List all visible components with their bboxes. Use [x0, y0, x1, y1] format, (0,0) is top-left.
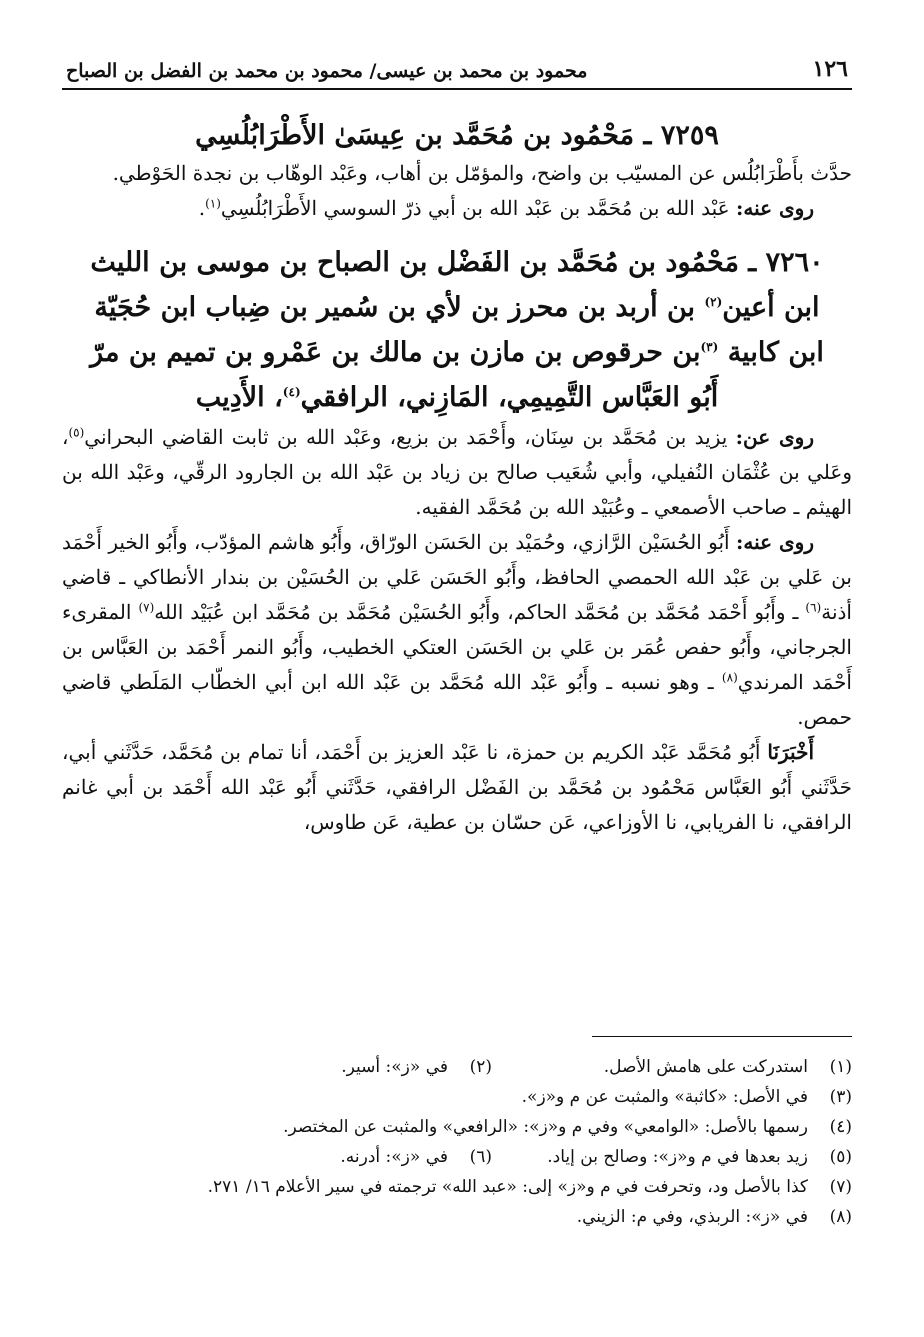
footnote-ref-2[interactable]: (٢) [704, 295, 723, 309]
entry-7259-narrators-from [62, 191, 852, 226]
heading-line-3-end: بن حرقوص بن مازن بن مالك بن عَمْرو بن تميم بن مرّ [90, 337, 701, 368]
narrated-from-text-a: يزيد بن مُحَمَّد بن سِنَان، وأَحْمَد بن بزيع، وعَبْد الله بن ثابت القاضي البحراني [84, 425, 728, 449]
heading-line-1: ٧٢٦٠ ـ مَحْمُود بن مُحَمَّد بن الفَضْل بن الصباح بن موسى بن الليث [90, 247, 824, 278]
narrators-text-a: أَبُو الحُسَيْن الرَّازي، وحُمَيْد بن الحَسَن الورّاق، وأَبُو هاشم المؤدّب، وأَبُو الخير أَحْمَد بن عَلي بن عَبْد الله الحمصي الحافظ، وأَبُو الحَسَن عَلي بن الحُسَيْن بن بندار الأنطاكي ـ قاضي أذنة [62, 530, 852, 624]
footnote-text: استدركت على هامش الأصل. [603, 1057, 808, 1077]
footnote-8 [492, 1202, 852, 1232]
footnote-number: (٤) [829, 1117, 852, 1137]
footnote-text: زيد بعدها في م و«ز»: وصالح بن إياد. [547, 1147, 808, 1167]
footnote-number: (٨) [829, 1207, 852, 1227]
heading-line-4-start: أَبُو العَبَّاس التَّمِيمِي، المَازِني، الرافقي [300, 382, 719, 413]
footnote-number: (٥) [829, 1147, 852, 1167]
footnote-number: (٦) [469, 1147, 492, 1167]
footnote-4 [283, 1112, 852, 1142]
footnote-ref-7[interactable]: (٧) [138, 600, 155, 615]
narrated-from-label: روى عن: [735, 425, 814, 449]
entry-7259-paragraph-1: حدَّث بأَطْرَابُلُس عن المسيّب بن واضح، والمؤمّل بن أهاب، وعَبْد الوهّاب بن نجدة الحَوْطي. [112, 161, 852, 185]
entry-7260-narrators [62, 525, 852, 735]
footnote-row [62, 1172, 852, 1202]
footnote-ref-6[interactable]: (٦) [805, 600, 822, 615]
footnote-text: في «ز»: أسير. [341, 1057, 448, 1077]
entry-7260-heading [62, 240, 852, 420]
heading-line-4 [62, 375, 852, 420]
chain-text: أَبُو مُحَمَّد عَبْد الكريم بن حمزة، نا عَبْد العزيز بن أَحْمَد، أنا تمام بن مُحَمَّد، حَدَّثَني أبي، حَدَّثَني أَبُو العَبَّاس مَحْمُود بن مُحَمَّد بن الفَضْل الرافقي، حَدَّثَني أَبُو عَبْد الله أَحْمَد بن أبي غانم الرافقي، نا الفريابي، نا الأوزاعي، عَن حسّان بن عطية، عَن طاوس، [62, 740, 852, 834]
running-title: محمود بن محمد بن عيسى/ محمود بن محمد بن الفضل بن الصباح [66, 60, 588, 82]
narrators-text-d: ـ وهو نسبه ـ وأَبُو عَبْد الله مُحَمَّد بن عَبْد الله ابن أبي الخطّاب المَلَطي قاضي حمص. [62, 670, 852, 729]
heading-line-4-end: ، الأَدِيب [195, 382, 283, 413]
footnote-number: (١) [829, 1057, 852, 1077]
footnote-divider [592, 1036, 852, 1037]
narrators-label: روى عنه: [735, 196, 814, 220]
heading-line-3 [62, 330, 852, 375]
footnote-ref-8[interactable]: (٨) [721, 670, 738, 685]
footnote-row [62, 1112, 852, 1142]
chain-label: أَخْبَرَنَا [767, 740, 814, 764]
footnote-number: (٣) [829, 1087, 852, 1107]
heading-line-2-end: بن أربد بن محرز بن لأي بن سُمير بن ضِباب ابن حُجَيّة [94, 292, 705, 323]
footnotes [62, 1052, 852, 1232]
footnote-text: في «ز»: أدرنه. [340, 1147, 448, 1167]
entry-7259-heading: ٧٢٥٩ ـ مَحْمُود بن مُحَمَّد بن عِيسَىٰ الأَطْرَابُلُسِي [195, 120, 719, 151]
book-page [62, 52, 852, 1312]
footnote-row [62, 1082, 852, 1112]
narrators-label: روى عنه: [735, 530, 814, 554]
entry-7260-narrated-from [62, 420, 852, 525]
footnote-ref-3[interactable]: (٣) [700, 340, 719, 354]
footnote-7 [208, 1172, 852, 1202]
narrators-text-c: المقرىء الجرجاني، وأَبُو حفص عُمَر بن عَلي بن الحَسَن العتكي الخطيب، وأَبُو النمر أَحْمَد بن العَبَّاس بن أَحْمَد المرندي [62, 600, 852, 694]
footnote-row [62, 1142, 852, 1172]
footnote-ref-5[interactable]: (٥) [68, 425, 85, 440]
footnote-ref-1[interactable]: (١) [205, 196, 221, 211]
heading-line-3-start: ابن كابية [727, 337, 824, 368]
sentence-end: . [198, 196, 206, 220]
narrated-from-text-b: ، وعَلي بن عُثْمَان النُفيلي، وأبي شُعَيب صالح بن زياد بن عَبْد الله بن الجارود الرقّي، وعَبْد الله بن الهيثم ـ صاحب الأصمعي ـ وعُبَيْد الله بن مُحَمَّد الفقيه. [62, 425, 852, 519]
heading-line-2-start: ابن أعين [722, 292, 820, 323]
running-header [62, 52, 852, 90]
footnote-number: (٢) [469, 1057, 492, 1077]
footnote-ref-4[interactable]: (٤) [282, 385, 301, 399]
footnote-2 [132, 1052, 492, 1082]
footnote-row [62, 1202, 852, 1232]
footnote-6 [132, 1142, 492, 1172]
footnote-1 [492, 1052, 852, 1082]
footnote-3 [492, 1082, 852, 1112]
footnote-5 [492, 1142, 852, 1172]
heading-line-2 [62, 285, 852, 330]
footnote-text: في الأصل: «كاثبة» والمثبت عن م و«ز». [521, 1087, 808, 1107]
footnote-text: في «ز»: الربذي، وفي م: الزيني. [576, 1207, 808, 1227]
narrator-text: عَبْد الله بن مُحَمَّد بن عَبْد الله بن أبي ذرّ السوسي الأَطْرَابُلُسِي [220, 196, 730, 220]
footnote-row [62, 1052, 852, 1082]
entry-7260-chain [62, 735, 852, 840]
footnote-text: كذا بالأصل ود، وتحرفت في م و«ز» إلى: «عبد الله» ترجمته في سير الأعلام ١٦/ ٢٧١. [207, 1177, 808, 1197]
footnote-number: (٧) [829, 1177, 852, 1197]
page-number: ١٢٦ [812, 56, 848, 82]
narrators-text-b: ـ وأَبُو أَحْمَد مُحَمَّد بن مُحَمَّد الحاكم، وأَبُو الحُسَيْن مُحَمَّد بن مُحَمَّد ابن عُبَيْد الله [154, 600, 806, 624]
footnote-text: رسمها بالأصل: «الوامعي» وفي م و«ز»: «الرافعي» والمثبت عن المختصر. [283, 1117, 808, 1137]
